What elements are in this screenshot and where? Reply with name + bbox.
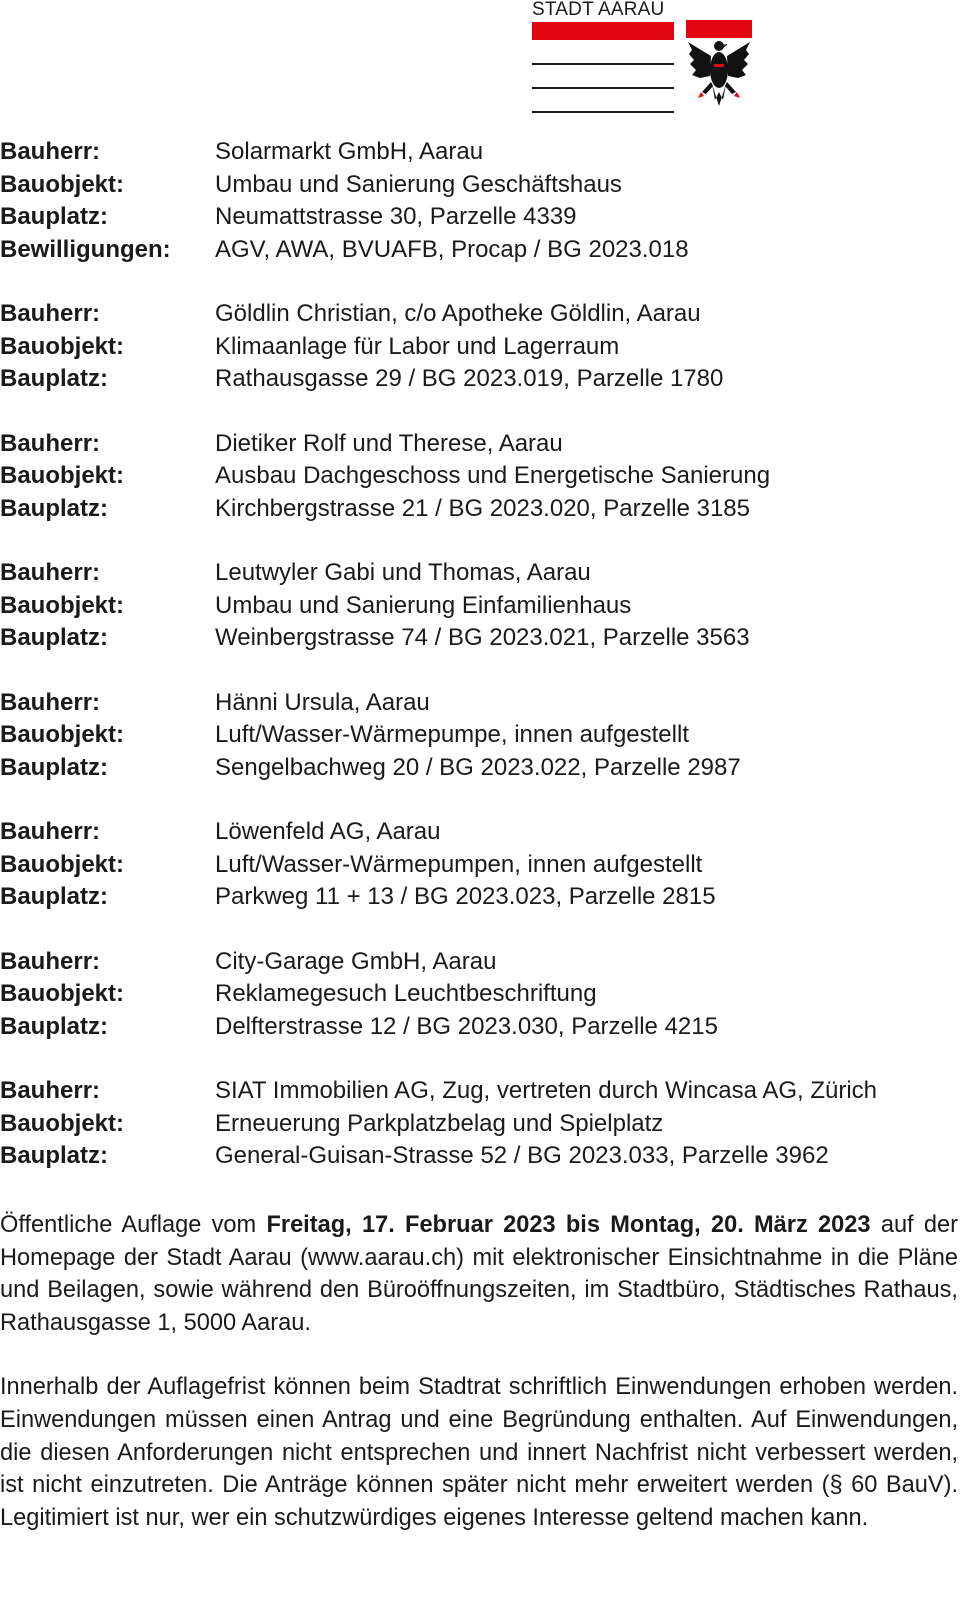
permit-entry bbox=[0, 687, 972, 785]
value-bauplatz: Kirchbergstrasse 21 / BG 2023.020, Parzelle 3185 bbox=[215, 494, 750, 522]
label-bauobjekt: Bauobjekt: bbox=[0, 1109, 125, 1137]
label-bauherr: Bauherr: bbox=[0, 1077, 101, 1105]
value-bauobjekt: Ausbau Dachgeschoss und Energetische Sanierung bbox=[215, 462, 771, 490]
city-logo bbox=[532, 0, 754, 116]
entry-row-bauobjekt bbox=[0, 1108, 972, 1141]
permit-entry bbox=[0, 557, 972, 655]
value-bauplatz: Neumattstrasse 30, Parzelle 4339 bbox=[215, 203, 577, 231]
label-bauobjekt: Bauobjekt: bbox=[0, 591, 125, 619]
label-bauplatz: Bauplatz: bbox=[0, 494, 108, 522]
label-bauplatz: Bauplatz: bbox=[0, 365, 108, 393]
entry-row-bauherr bbox=[0, 816, 972, 849]
label-bauplatz: Bauplatz: bbox=[0, 624, 108, 652]
entry-row-bauherr bbox=[0, 1075, 972, 1108]
value-bauobjekt: Luft/Wasser-Wärmepumpen, innen aufgestellt bbox=[215, 850, 703, 878]
label-bauherr: Bauherr: bbox=[0, 429, 101, 457]
value-bauplatz: General-Guisan-Strasse 52 / BG 2023.033, Parzelle 3962 bbox=[215, 1142, 829, 1170]
logo-line bbox=[532, 63, 674, 65]
label-bauobjekt: Bauobjekt: bbox=[0, 980, 125, 1008]
entry-row-bauplatz bbox=[0, 363, 972, 396]
value-bauherr: SIAT Immobilien AG, Zug, vertreten durch Wincasa AG, Zürich bbox=[215, 1077, 878, 1105]
label-bauobjekt: Bauobjekt: bbox=[0, 462, 125, 490]
value-bauherr: Göldlin Christian, c/o Apotheke Göldlin, Aarau bbox=[215, 300, 701, 328]
value-bauobjekt: Reklamegesuch Leuchtbeschriftung bbox=[215, 980, 597, 1008]
value-bauherr: Solarmarkt GmbH, Aarau bbox=[215, 138, 484, 166]
label-bauplatz: Bauplatz: bbox=[0, 203, 108, 231]
label-bauobjekt: Bauobjekt: bbox=[0, 332, 125, 360]
value-bauherr: City-Garage GmbH, Aarau bbox=[215, 947, 497, 975]
entry-row-bauplatz bbox=[0, 1140, 972, 1173]
value-bauherr: Dietiker Rolf und Therese, Aarau bbox=[215, 429, 563, 457]
eagle-crest-icon bbox=[686, 20, 752, 112]
label-bauherr: Bauherr: bbox=[0, 138, 101, 166]
entry-row-bauobjekt bbox=[0, 331, 972, 364]
entry-row-bauherr bbox=[0, 946, 972, 979]
label-bauherr: Bauherr: bbox=[0, 818, 101, 846]
label-bewilligungen: Bewilligungen: bbox=[0, 235, 171, 263]
permit-entry bbox=[0, 136, 972, 266]
label-bauplatz: Bauplatz: bbox=[0, 753, 108, 781]
entry-row-bauherr bbox=[0, 428, 972, 461]
entry-row-bauplatz bbox=[0, 622, 972, 655]
label-bauherr: Bauherr: bbox=[0, 688, 101, 716]
logo-line bbox=[532, 111, 674, 113]
label-bauherr: Bauherr: bbox=[0, 300, 101, 328]
entry-row-bauobjekt bbox=[0, 978, 972, 1011]
value-bauplatz: Rathausgasse 29 / BG 2023.019, Parzelle 1780 bbox=[215, 365, 724, 393]
value-bewilligungen: AGV, AWA, BVUAFB, Procap / BG 2023.018 bbox=[215, 235, 689, 263]
notice-dates: Freitag, 17. Februar 2023 bis Montag, 20. März 2023 bbox=[266, 1212, 871, 1238]
label-bauplatz: Bauplatz: bbox=[0, 1012, 108, 1040]
entry-row-bauobjekt bbox=[0, 849, 972, 882]
city-name: STADT AARAU bbox=[532, 0, 665, 20]
label-bauplatz: Bauplatz: bbox=[0, 883, 108, 911]
value-bauplatz: Sengelbachweg 20 / BG 2023.022, Parzelle 2987 bbox=[215, 753, 741, 781]
entry-row-bauobjekt bbox=[0, 590, 972, 623]
permit-entry bbox=[0, 298, 972, 396]
entry-row-bauherr bbox=[0, 298, 972, 331]
entry-row-bauherr bbox=[0, 557, 972, 590]
entry-row-bauplatz bbox=[0, 201, 972, 234]
entry-row-bauherr bbox=[0, 687, 972, 720]
entry-row-bauobjekt bbox=[0, 460, 972, 493]
entry-row-bewilligungen bbox=[0, 234, 972, 267]
label-bauplatz: Bauplatz: bbox=[0, 1142, 108, 1170]
value-bauplatz: Weinbergstrasse 74 / BG 2023.021, Parzelle 3563 bbox=[215, 624, 750, 652]
value-bauplatz: Parkweg 11 + 13 / BG 2023.023, Parzelle 2815 bbox=[215, 883, 716, 911]
value-bauobjekt: Umbau und Sanierung Einfamilienhaus bbox=[215, 591, 632, 619]
permit-entry bbox=[0, 1075, 972, 1173]
permit-list bbox=[0, 136, 972, 1205]
permit-entry bbox=[0, 946, 972, 1044]
entry-row-bauobjekt bbox=[0, 169, 972, 202]
value-bauobjekt: Klimaanlage für Labor und Lagerraum bbox=[215, 332, 620, 360]
permit-entry bbox=[0, 816, 972, 914]
logo-red-bar bbox=[532, 22, 674, 40]
notice-paragraph-exhibition bbox=[0, 1209, 958, 1339]
entry-row-bauplatz bbox=[0, 881, 972, 914]
value-bauobjekt: Luft/Wasser-Wärmepumpe, innen aufgestellt bbox=[215, 721, 689, 749]
value-bauobjekt: Umbau und Sanierung Geschäftshaus bbox=[215, 170, 622, 198]
permit-entry bbox=[0, 428, 972, 526]
public-notice bbox=[0, 1209, 958, 1566]
notice-intro: Öffentliche Auflage vom bbox=[0, 1212, 267, 1238]
value-bauherr: Löwenfeld AG, Aarau bbox=[215, 818, 441, 846]
value-bauherr: Hänni Ursula, Aarau bbox=[215, 688, 430, 716]
label-bauherr: Bauherr: bbox=[0, 559, 101, 587]
entry-row-bauplatz bbox=[0, 752, 972, 785]
entry-row-bauplatz bbox=[0, 493, 972, 526]
label-bauobjekt: Bauobjekt: bbox=[0, 721, 125, 749]
logo-line bbox=[532, 87, 674, 89]
notice-details: auf der Homepage der Stadt Aarau (www.aarau.ch) mit elektronischer Einsichtnahme in die Pläne und Beilagen, sowie während den Büroöffnungszeiten, im Stadtbüro, Städtisches Rathaus, Rathausgasse 1, 5000 Aarau. bbox=[0, 1212, 958, 1336]
label-bauobjekt: Bauobjekt: bbox=[0, 850, 125, 878]
label-bauherr: Bauherr: bbox=[0, 947, 101, 975]
entry-row-bauplatz bbox=[0, 1011, 972, 1044]
value-bauherr: Leutwyler Gabi und Thomas, Aarau bbox=[215, 559, 591, 587]
value-bauplatz: Delfterstrasse 12 / BG 2023.030, Parzelle 4215 bbox=[215, 1012, 718, 1040]
label-bauobjekt: Bauobjekt: bbox=[0, 170, 125, 198]
notice-paragraph-objections: Innerhalb der Auflagefrist können beim Stadtrat schriftlich Einwendungen erhoben werden. Einwendungen müssen einen Antrag und eine Begründung enthalten. Auf Einwendungen, die diesen Anforderungen nicht entsprechen und innert Nachfrist nicht verbessert werden, ist nicht einzutreten. Die Anträge können später nicht mehr erweitert werden (§ 60 BauV). Legitimiert ist nur, wer ein schutzwürdiges eigenes Interesse geltend machen kann. bbox=[0, 1374, 958, 1531]
entry-row-bauherr bbox=[0, 136, 972, 169]
entry-row-bauobjekt bbox=[0, 719, 972, 752]
value-bauobjekt: Erneuerung Parkplatzbelag und Spielplatz bbox=[215, 1109, 664, 1137]
